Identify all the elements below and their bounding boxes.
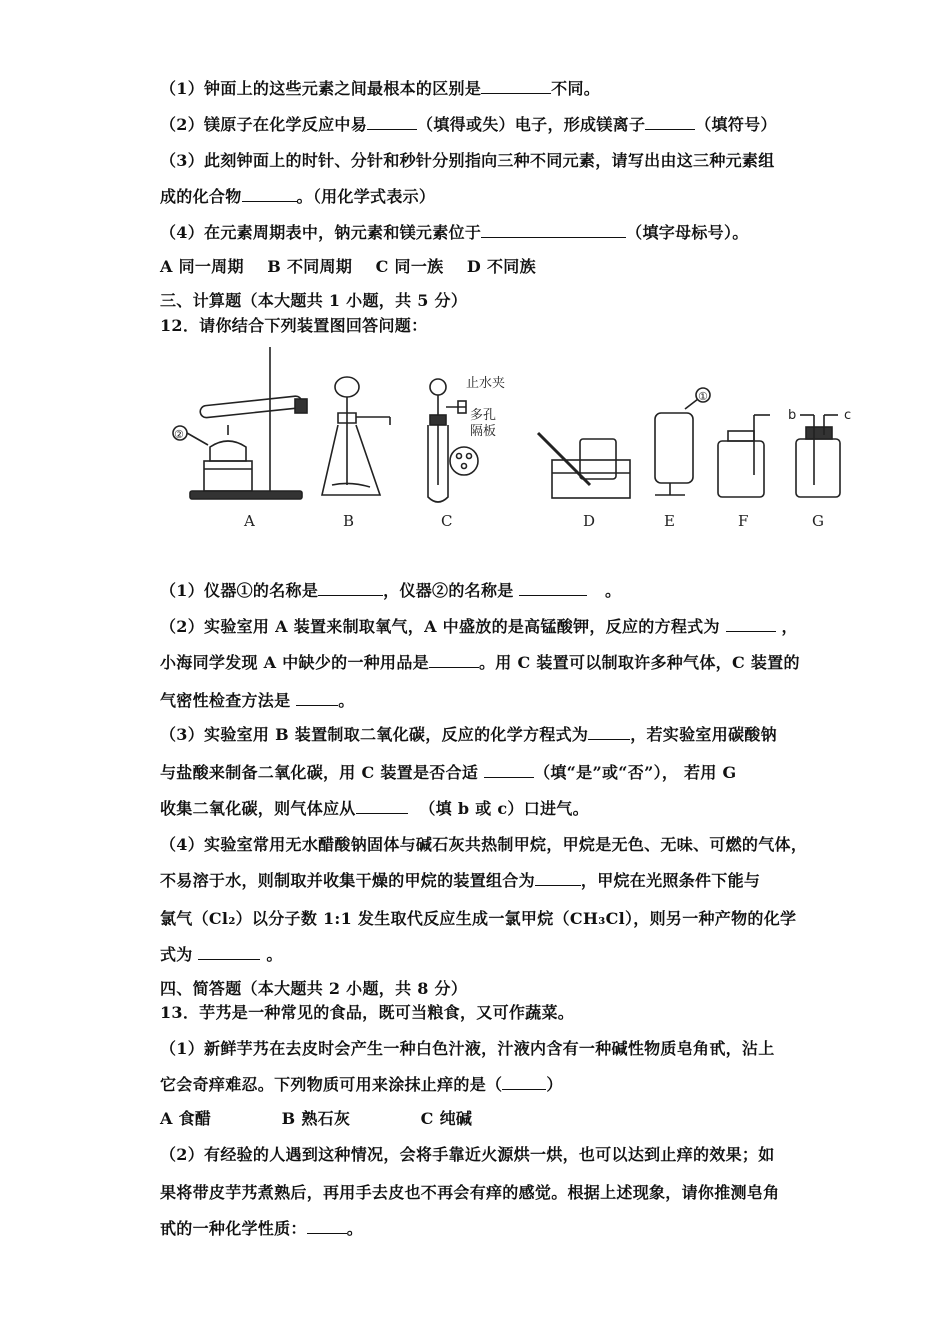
answer-blank[interactable] <box>307 1219 347 1234</box>
figure-label-e: E <box>664 512 675 530</box>
figure-label-b: B <box>343 512 355 530</box>
q13-part2-line1: （2）有经验的人遇到这种情况，会将手靠近火源烘一烘，也可以达到止痒的效果；如 <box>160 1145 775 1164</box>
q12-part3-text-a-end: ，若实验室用碳酸钠 <box>630 725 777 744</box>
q12-part1-text-a: （1）仪器①的名称是 <box>160 581 319 600</box>
answer-blank[interactable] <box>367 115 417 130</box>
q11-part3-line1 <box>160 148 775 171</box>
q13-options: A 食醋 B 熟石灰 C 纯碱 <box>160 1109 473 1128</box>
answer-blank[interactable] <box>198 945 260 960</box>
q12-part3-text-c-end: （填 b 或 c）口进气。 <box>419 799 589 818</box>
q12-part1 <box>160 578 621 601</box>
answer-blank[interactable] <box>726 617 776 632</box>
answer-blank[interactable] <box>296 691 338 706</box>
q13-part1-text-b: 它会奇痒难忍。下列物质可用来涂抹止痒的是（ <box>160 1075 503 1094</box>
q12-part2-text-b: 小海同学发现 A 中缺少的一种用品是 <box>160 653 429 672</box>
q11-part4-end: （填字母标号）。 <box>626 223 749 242</box>
answer-blank[interactable] <box>318 581 383 596</box>
answer-blank[interactable] <box>356 799 408 814</box>
q11-part3-text-b: 成的化合物 <box>160 187 242 206</box>
q13-part2-text-c-end: 。 <box>346 1219 364 1238</box>
label-circled-1: ① <box>698 390 708 403</box>
answer-blank[interactable] <box>242 187 297 202</box>
q12-part2-text-c-end: 。 <box>338 691 355 710</box>
q11-part3-text-end: 。（用化学式表示） <box>296 187 436 206</box>
q11-part1 <box>160 76 600 99</box>
q11-part2-text-a: （2）镁原子在化学反应中易 <box>160 115 368 134</box>
q12-part3-text-c: 收集二氧化碳，则气体应从 <box>160 799 356 818</box>
q12-part4-line2 <box>160 868 760 891</box>
q12-part3-text-b: 与盐酸来制备二氧化碳，用 C 装置是否合适 <box>160 763 479 782</box>
q12-title: 12．请你结合下列装置图回答问题： <box>160 316 428 335</box>
q12-part4-line4 <box>160 942 283 965</box>
apparatus-a-drawing <box>173 347 307 499</box>
q13-part2-line3 <box>160 1216 363 1239</box>
q13-part1-text-b-end: ） <box>546 1075 563 1094</box>
q13-part1-line1: （1）新鲜芋艿在去皮时会产生一种白色汁液，汁液内含有一种碱性物质皂角甙，沾上 <box>160 1039 775 1058</box>
apparatus-c-drawing <box>428 379 478 502</box>
q13-title: 13．芋艿是一种常见的食品，既可当粮食，又可作蔬菜。 <box>160 1003 575 1022</box>
answer-blank[interactable] <box>429 653 479 668</box>
q13-part2-line2: 果将带皮芋艿煮熟后，再用手去皮也不再会有痒的感觉。根据上述现象，请你推测皂角 <box>160 1183 780 1202</box>
apparatus-f-drawing <box>718 415 770 497</box>
figure-label-g: G <box>812 512 824 530</box>
answer-blank[interactable] <box>645 115 695 130</box>
q11-part2-text-b: （填得或失）电子，形成镁离子 <box>417 115 646 134</box>
q12-part2-text-a: （2）实验室用 A 装置来制取氧气，A 中盛放的是高锰酸钾，反应的方程式为 <box>160 617 720 636</box>
q12-part4-text-b: 不易溶于水，则制取并收集干燥的甲烷的装置组合为 <box>160 871 535 890</box>
apparatus-d-drawing <box>538 433 630 498</box>
q12-part3-text-a: （3）实验室用 B 装置制取二氧化碳，反应的化学方程式为 <box>160 725 589 744</box>
figure-label-f: F <box>738 512 749 530</box>
q11-part2 <box>160 112 777 135</box>
section-4-heading: 四、简答题（本大题共 2 小题，共 8 分） <box>160 979 468 998</box>
q11-options: A 同一周期 B 不同周期 C 同一族 D 不同族 <box>160 257 536 276</box>
answer-blank[interactable] <box>588 725 630 740</box>
apparatus-g-drawing <box>796 415 840 497</box>
q12-part3-line1 <box>160 722 777 745</box>
q12-part2-line3 <box>160 688 355 711</box>
q11-part1-text: （1）钟面上的这些元素之间最根本的区别是 <box>160 79 482 98</box>
apparatus-e-drawing <box>655 388 710 495</box>
answer-blank[interactable] <box>481 223 626 238</box>
q12-part2-text-c: 气密性检查方法是 <box>160 691 291 710</box>
section-3-heading: 三、计算题（本大题共 1 小题，共 5 分） <box>160 291 468 310</box>
q11-part2-text-c: （填符号） <box>695 115 777 134</box>
q11-part1-end: 不同。 <box>551 79 601 98</box>
q12-part3-line2 <box>160 760 736 783</box>
q11-part4-text: （4）在元素周期表中，钠元素和镁元素位于 <box>160 223 482 242</box>
figure-label-d: D <box>583 512 596 530</box>
q13-part2-text-c: 甙的一种化学性质： <box>160 1219 307 1238</box>
q11-part4 <box>160 220 749 243</box>
q12-part2-line2 <box>160 650 800 673</box>
q12-part2-text-a-end: ， <box>781 617 798 636</box>
answer-blank[interactable] <box>481 79 551 94</box>
q12-part4-line1: （4）实验室常用无水醋酸钠固体与碱石灰共热制甲烷，甲烷是无色、无味、可燃的气体， <box>160 835 808 854</box>
label-circled-2: ② <box>174 428 184 441</box>
label-duokong: 多孔 <box>470 408 497 423</box>
q12-part3-line3 <box>160 796 589 819</box>
label-geban: 隔板 <box>470 424 497 439</box>
q12-part4-text-b-end: ，甲烷在光照条件下能与 <box>580 871 761 890</box>
q12-part2-line1 <box>160 614 798 637</box>
q12-part4-text-d: 式为 <box>160 945 193 964</box>
q12-part1-text-c: 。 <box>605 581 622 600</box>
q11-part3-line2 <box>160 184 435 207</box>
q11-part3-text-a: （3）此刻钟面上的时针、分针和秒针分别指向三种不同元素，请写出由这三种元素组 <box>160 151 775 170</box>
q12-part3-text-b-end: （填“是”或“否”）， 若用 G <box>534 763 737 782</box>
answer-blank[interactable] <box>502 1075 546 1090</box>
label-zhishuijia: 止水夹 <box>466 376 506 391</box>
apparatus-b-drawing <box>322 377 390 495</box>
answer-blank[interactable] <box>519 581 587 596</box>
answer-blank[interactable] <box>535 871 581 886</box>
q12-part2-text-b-end: 。用 C 装置可以制取许多种气体，C 装置的 <box>478 653 800 672</box>
figure-label-a: A <box>244 512 255 530</box>
q13-part1-line2 <box>160 1072 563 1095</box>
label-b: b <box>788 408 797 423</box>
apparatus-figure <box>160 335 860 545</box>
q12-part4-text-d-end: 。 <box>266 945 283 964</box>
q12-part4-line3: 氯气（Cl₂）以分子数 1:1 发生取代反应生成一氯甲烷（CH₃Cl），则另一种产物的化学 <box>160 909 797 928</box>
label-c: c <box>844 408 852 423</box>
q12-part1-text-b: ，仪器②的名称是 <box>383 581 514 600</box>
figure-label-c: C <box>441 512 453 530</box>
answer-blank[interactable] <box>484 763 534 778</box>
